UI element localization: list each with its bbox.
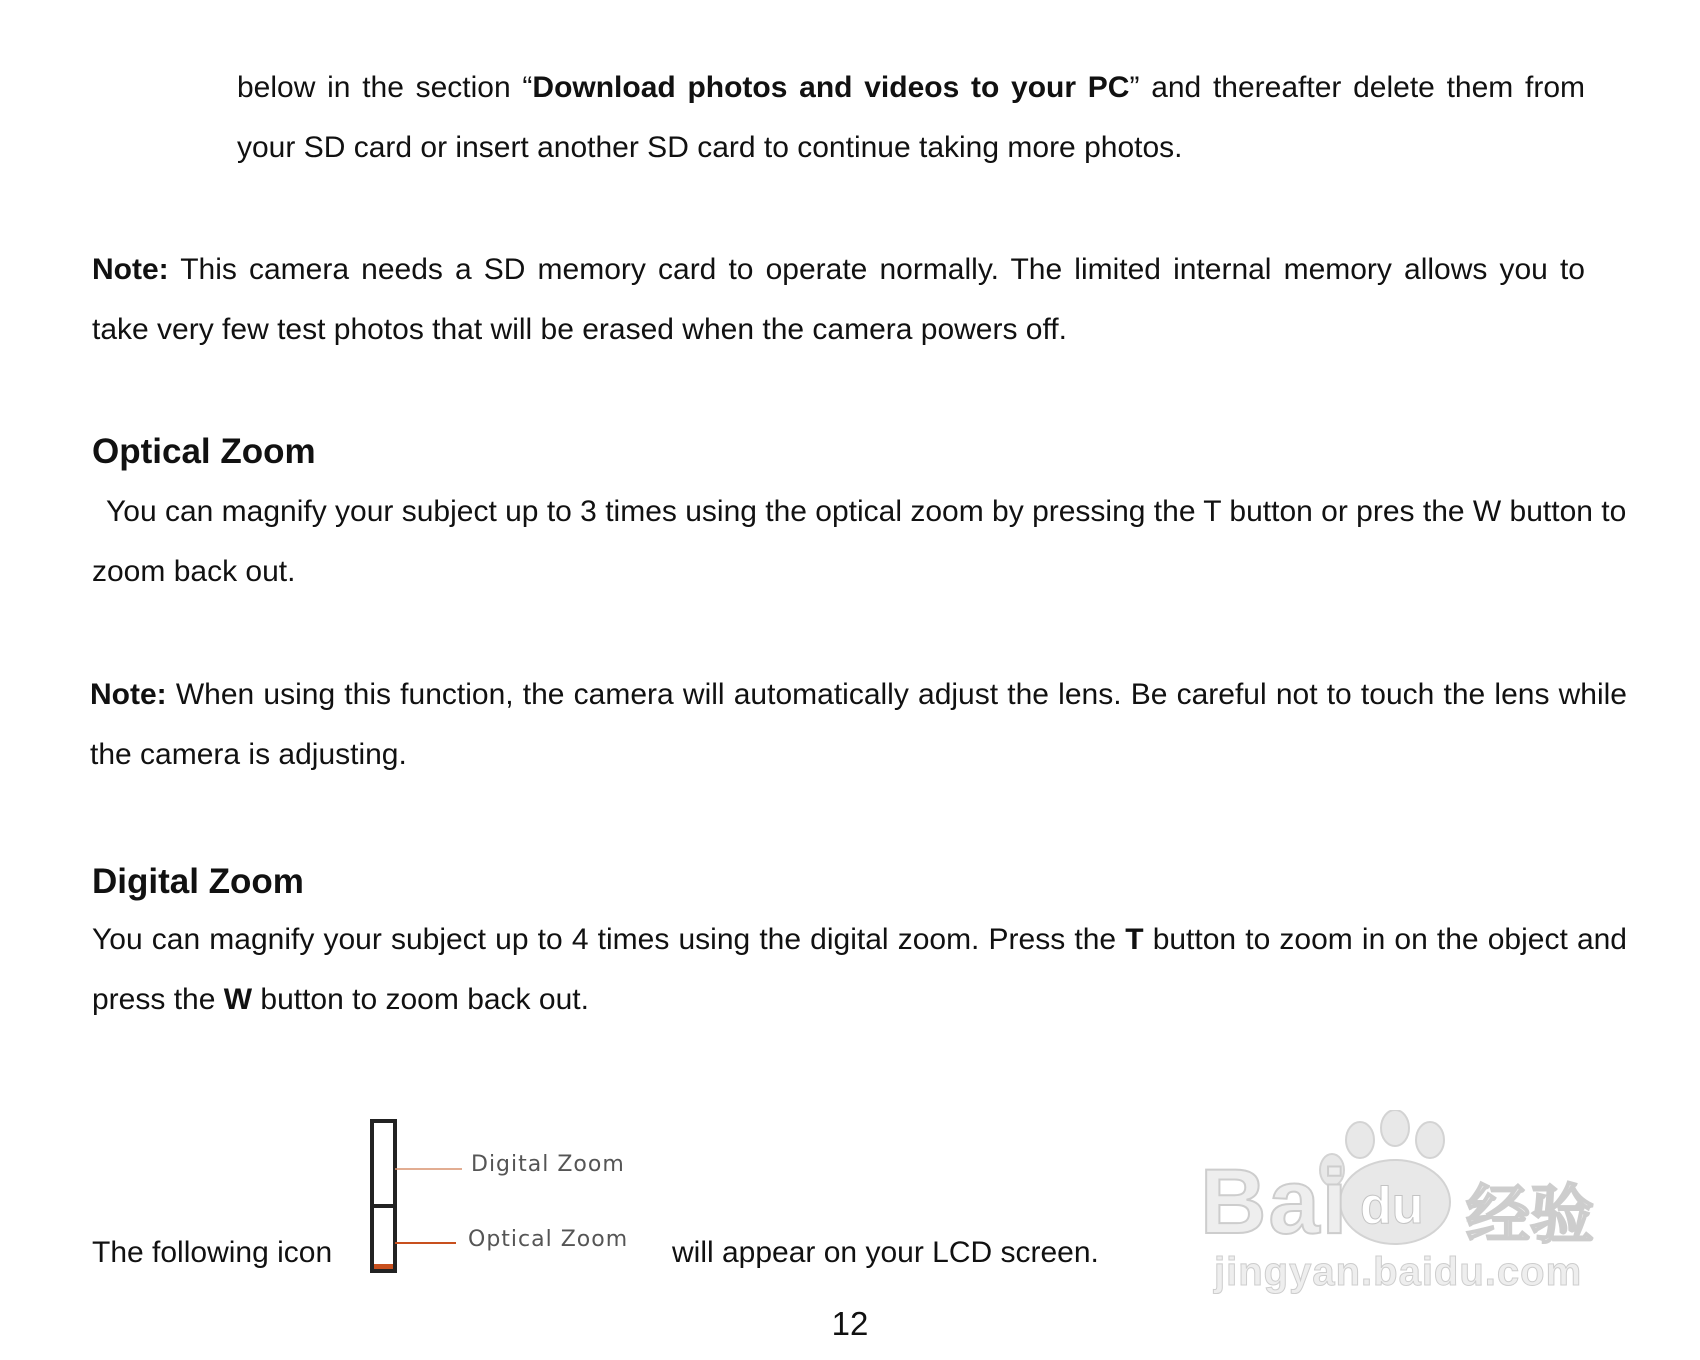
optical-zoom-text xyxy=(92,482,1652,602)
note-label: Note: xyxy=(92,253,169,286)
icon-line-before: The following icon xyxy=(92,1236,333,1269)
watermark-paw-text: du xyxy=(1360,1177,1424,1235)
optical-level-fill xyxy=(374,1264,393,1269)
intro-text-after: ” and thereafter delete them from your SD card or insert another SD card to continue taking more photos. xyxy=(237,71,1586,164)
note-label: Note: xyxy=(90,678,167,711)
key-t: T xyxy=(1125,923,1144,956)
note-sd-card xyxy=(92,240,1585,360)
digital-zoom-text-2: button to zoom in on the object and press the xyxy=(92,923,1627,1016)
section-reference: Download photos and videos to your PC xyxy=(532,71,1130,104)
zoom-indicator-icon xyxy=(370,1118,650,1278)
note-text: This camera needs a SD memory card to operate normally. The limited internal memory allows you to take very few test photos that will be erased when the camera powers off. xyxy=(92,253,1585,346)
digital-zoom-heading: Digital Zoom xyxy=(92,862,304,901)
watermark-url: jingyan.baidu.com xyxy=(1214,1250,1583,1294)
key-w: W xyxy=(223,983,253,1016)
zoom-bar-icon xyxy=(370,1118,650,1278)
baidu-jingyan-watermark xyxy=(1200,1110,1620,1300)
intro-paragraph xyxy=(237,58,1585,178)
optical-zoom-description: You can magnify your subject up to 3 times using the optical zoom by pressing the T button or pres the W button to zoom back out. xyxy=(92,495,1627,588)
note-text: When using this function, the camera will automatically adjust the lens. Be careful not to touch the lens while the camera is adjusting. xyxy=(90,678,1627,771)
intro-text-before: below in the section “ xyxy=(237,71,533,104)
digital-zoom-text-3: button to zoom back out. xyxy=(252,983,589,1016)
digital-zoom-label: Digital Zoom xyxy=(471,1152,625,1177)
optical-zoom-label: Optical Zoom xyxy=(468,1227,629,1252)
digital-zoom-text xyxy=(92,910,1627,1030)
note-lens xyxy=(90,665,1627,785)
watermark-cn-text: 经验 xyxy=(1466,1179,1594,1251)
page-number: 12 xyxy=(831,1305,869,1342)
watermark-brand: Bai xyxy=(1200,1151,1350,1253)
digital-zoom-text-1: You can magnify your subject up to 4 times using the digital zoom. Press the xyxy=(92,923,1126,956)
icon-line-after: will appear on your LCD screen. xyxy=(672,1236,1099,1269)
optical-zoom-heading: Optical Zoom xyxy=(92,432,316,471)
